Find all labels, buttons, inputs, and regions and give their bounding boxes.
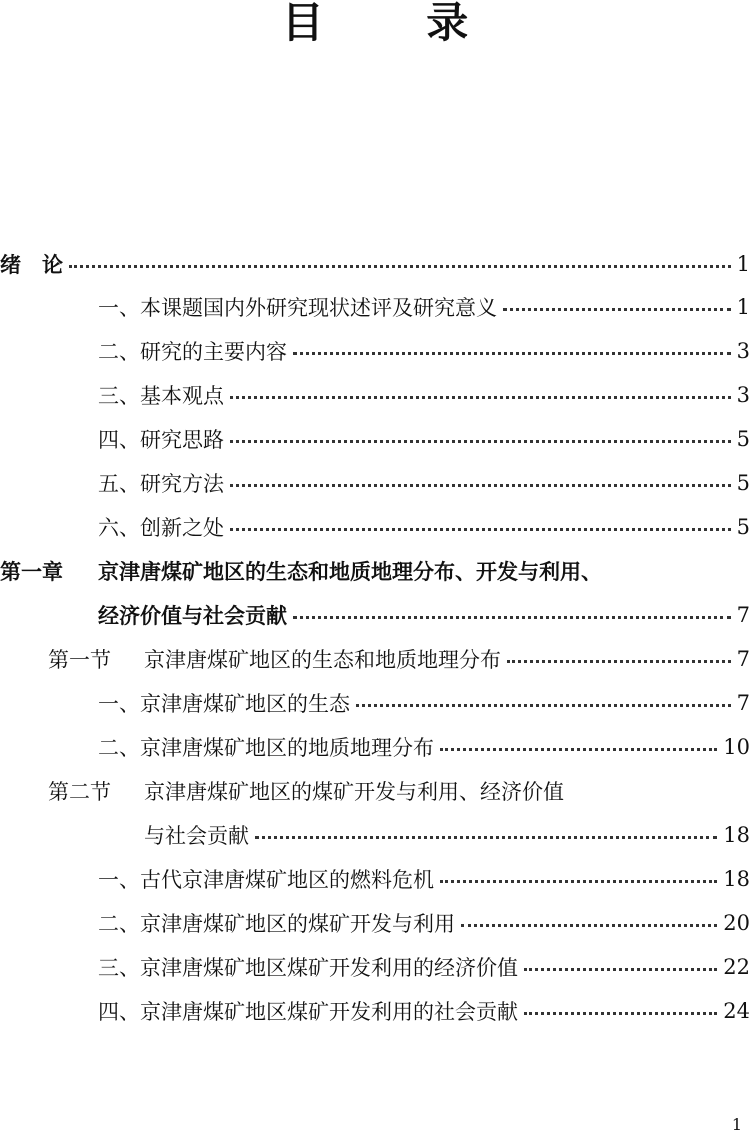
dot-leader [230, 440, 731, 443]
toc-entry[interactable] [98, 375, 750, 415]
toc-entry-label: 四、京津唐煤矿地区煤矿开发利用的社会贡献 [98, 1000, 518, 1024]
toc-entry-label: 二、京津唐煤矿地区的地质地理分布 [98, 736, 434, 760]
toc-entry-label: 二、京津唐煤矿地区的煤矿开发与利用 [98, 912, 455, 936]
toc-entry[interactable] [98, 287, 750, 327]
chapter-number: 第一章 [0, 560, 63, 584]
dot-leader [524, 968, 717, 971]
toc-section[interactable] [48, 771, 750, 811]
toc-entry-label: 二、研究的主要内容 [98, 340, 287, 364]
section-title-line2: 与社会贡献 [144, 824, 249, 848]
toc-entry[interactable] [98, 419, 750, 459]
toc-page-number: 18 [723, 823, 750, 847]
footer-page-number: 1 [731, 1115, 742, 1134]
dot-leader [255, 836, 717, 839]
toc-page-number: 5 [736, 515, 750, 539]
section-title: 京津唐煤矿地区的生态和地质地理分布 [144, 648, 501, 672]
toc-entry-label: 六、创新之处 [98, 516, 224, 540]
chapter-title-line2: 经济价值与社会贡献 [98, 604, 287, 628]
toc-entry-intro[interactable] [0, 244, 750, 284]
toc-entry-label: 绪 论 [0, 253, 63, 277]
toc-chapter-heading[interactable] [0, 551, 750, 591]
section-number: 第一节 [48, 648, 111, 672]
toc-entry[interactable] [98, 991, 750, 1031]
toc-page-number: 7 [736, 647, 750, 671]
dot-leader [69, 265, 731, 268]
toc-page-number: 18 [723, 867, 750, 891]
dot-leader [503, 308, 731, 311]
toc-page-number: 1 [736, 252, 750, 276]
toc-chapter-continuation[interactable] [98, 595, 750, 635]
dot-leader [230, 396, 731, 399]
toc-entry-label: 一、本课题国内外研究现状述评及研究意义 [98, 296, 497, 320]
toc-page-number: 22 [723, 955, 750, 979]
toc-entry[interactable] [98, 463, 750, 503]
toc-entry-label: 三、京津唐煤矿地区煤矿开发利用的经济价值 [98, 956, 518, 980]
toc-section[interactable] [48, 639, 750, 679]
toc-page-number: 3 [736, 339, 750, 363]
toc-entry[interactable] [98, 859, 750, 899]
page-title: 目 录 [281, 0, 513, 47]
dot-leader [440, 748, 717, 751]
dot-leader [461, 924, 717, 927]
toc-entry[interactable] [98, 331, 750, 371]
toc-entry[interactable] [98, 683, 750, 723]
toc-page-number: 5 [736, 471, 750, 495]
dot-leader [356, 704, 731, 707]
toc-entry[interactable] [98, 903, 750, 943]
dot-leader [230, 484, 731, 487]
toc-page-number: 7 [736, 603, 750, 627]
toc-page-number: 20 [723, 911, 750, 935]
section-number: 第二节 [48, 780, 111, 804]
dot-leader [524, 1012, 717, 1015]
toc-entry[interactable] [98, 947, 750, 987]
toc-page-number: 10 [723, 735, 750, 759]
dot-leader [507, 660, 731, 663]
toc-entry-label: 三、基本观点 [98, 384, 224, 408]
toc-entry-label: 四、研究思路 [98, 428, 224, 452]
toc-entry-label: 一、古代京津唐煤矿地区的燃料危机 [98, 868, 434, 892]
toc-page-number: 5 [736, 427, 750, 451]
dot-leader [440, 880, 717, 883]
toc-page-number: 1 [736, 295, 750, 319]
dot-leader [293, 352, 731, 355]
toc-page-number: 3 [736, 383, 750, 407]
dot-leader [230, 528, 731, 531]
toc-page-number: 7 [736, 691, 750, 715]
section-title-line1: 京津唐煤矿地区的煤矿开发与利用、经济价值 [144, 780, 564, 804]
toc-section-continuation[interactable] [144, 815, 750, 855]
chapter-title-line1: 京津唐煤矿地区的生态和地质地理分布、开发与利用、 [98, 560, 602, 584]
toc-page-number: 24 [723, 999, 750, 1023]
toc-entry-label: 一、京津唐煤矿地区的生态 [98, 692, 350, 716]
toc-entry[interactable] [98, 507, 750, 547]
dot-leader [293, 616, 731, 619]
toc-entry[interactable] [98, 727, 750, 767]
toc-entry-label: 五、研究方法 [98, 472, 224, 496]
